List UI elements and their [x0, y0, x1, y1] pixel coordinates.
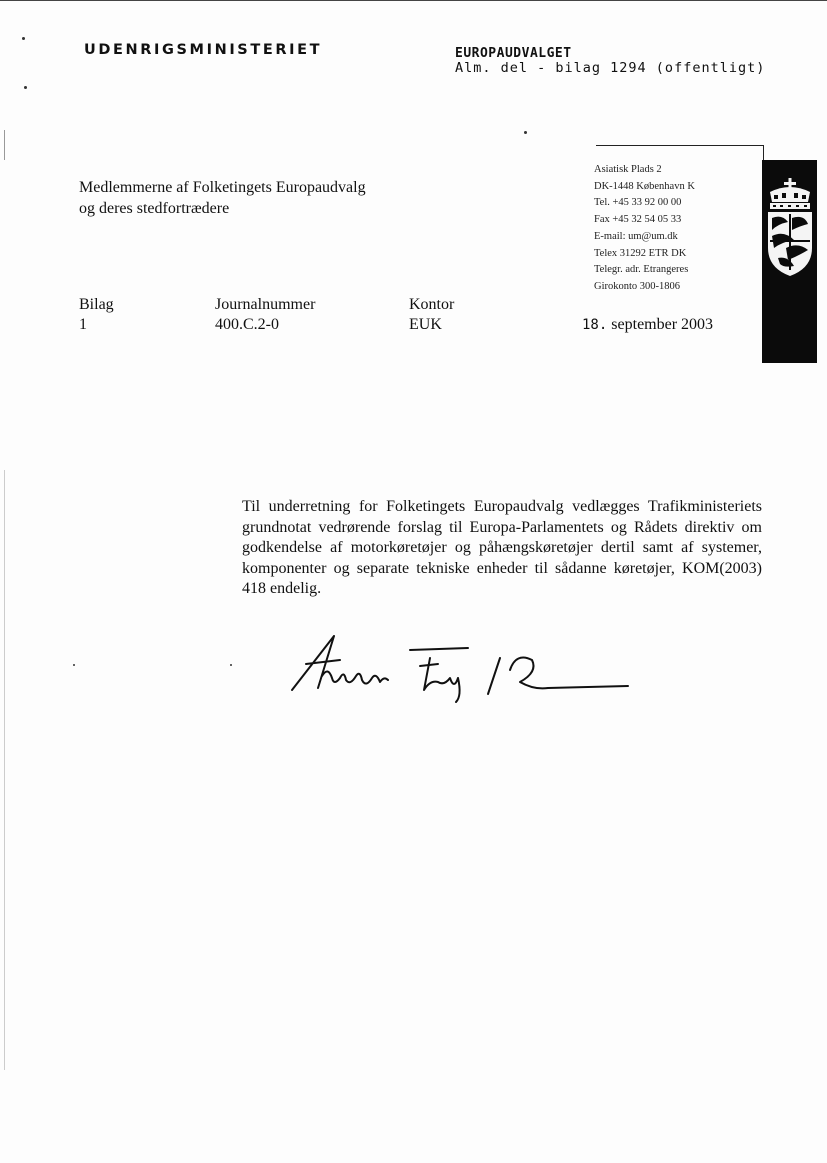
danish-royal-crest-icon	[764, 178, 816, 278]
address-city: DK-1448 København K	[594, 180, 695, 192]
bilag-label: Bilag	[79, 296, 114, 313]
sender-address	[594, 162, 695, 296]
body-paragraph: Til underretning for Folketingets Europaudvalg vedlægges Trafikministeriets grundnotat vedrørende forslag til Europa-Parlamentets og Rådets direktiv om godkendelse af motorkøretøjer og påhængskøretøjer dertil samt af systemer, komponenter og separate tekniske enheder til sådanne køretøjer, KOM(2003) 418 endelig.	[242, 498, 762, 597]
address-telegr: Telegr. adr. Etrangeres	[594, 264, 689, 276]
scan-speck	[524, 131, 527, 134]
journal-value: 400.C.2-0	[215, 316, 279, 333]
address-fax: Fax +45 32 54 05 33	[594, 214, 682, 226]
address-giro: Girokonto 300-1806	[594, 280, 681, 292]
handwritten-signature	[288, 630, 648, 705]
address-street: Asiatisk Plads 2	[594, 164, 662, 175]
journal-label: Journalnummer	[215, 296, 316, 313]
margin-mark	[4, 470, 5, 1070]
address-telex: Telex 31292 ETR DK	[594, 247, 687, 259]
meta-kontor	[409, 295, 454, 335]
scan-speck	[230, 664, 232, 666]
address-email: E-mail: um@um.dk	[594, 230, 678, 242]
recipient-block	[79, 177, 366, 219]
top-border-line	[0, 0, 827, 1]
recipient-line: og deres stedfortrædere	[79, 200, 230, 217]
ministry-name: UDENRIGSMINISTERIET	[84, 42, 323, 58]
address-tel: Tel. +45 33 92 00 00	[594, 197, 682, 209]
scan-speck	[22, 37, 25, 40]
kontor-value: EUK	[409, 316, 442, 333]
address-rule-tick	[763, 145, 764, 161]
margin-mark	[4, 130, 5, 160]
kontor-label: Kontor	[409, 296, 455, 313]
date-day: 18.	[582, 317, 608, 333]
meta-bilag	[79, 295, 114, 335]
scan-speck	[24, 86, 27, 89]
date-month-year: september 2003	[611, 316, 714, 333]
address-rule	[596, 145, 764, 146]
scan-speck	[73, 664, 75, 666]
meta-journal	[215, 295, 315, 335]
bilag-value: 1	[79, 316, 87, 333]
letter-date	[582, 316, 713, 334]
recipient-line: Medlemmerne af Folketingets Europaudvalg	[79, 179, 366, 196]
stamp-reference: Alm. del - bilag 1294 (offentligt)	[455, 60, 766, 76]
stamp-committee: EUROPAUDVALGET	[455, 46, 572, 61]
